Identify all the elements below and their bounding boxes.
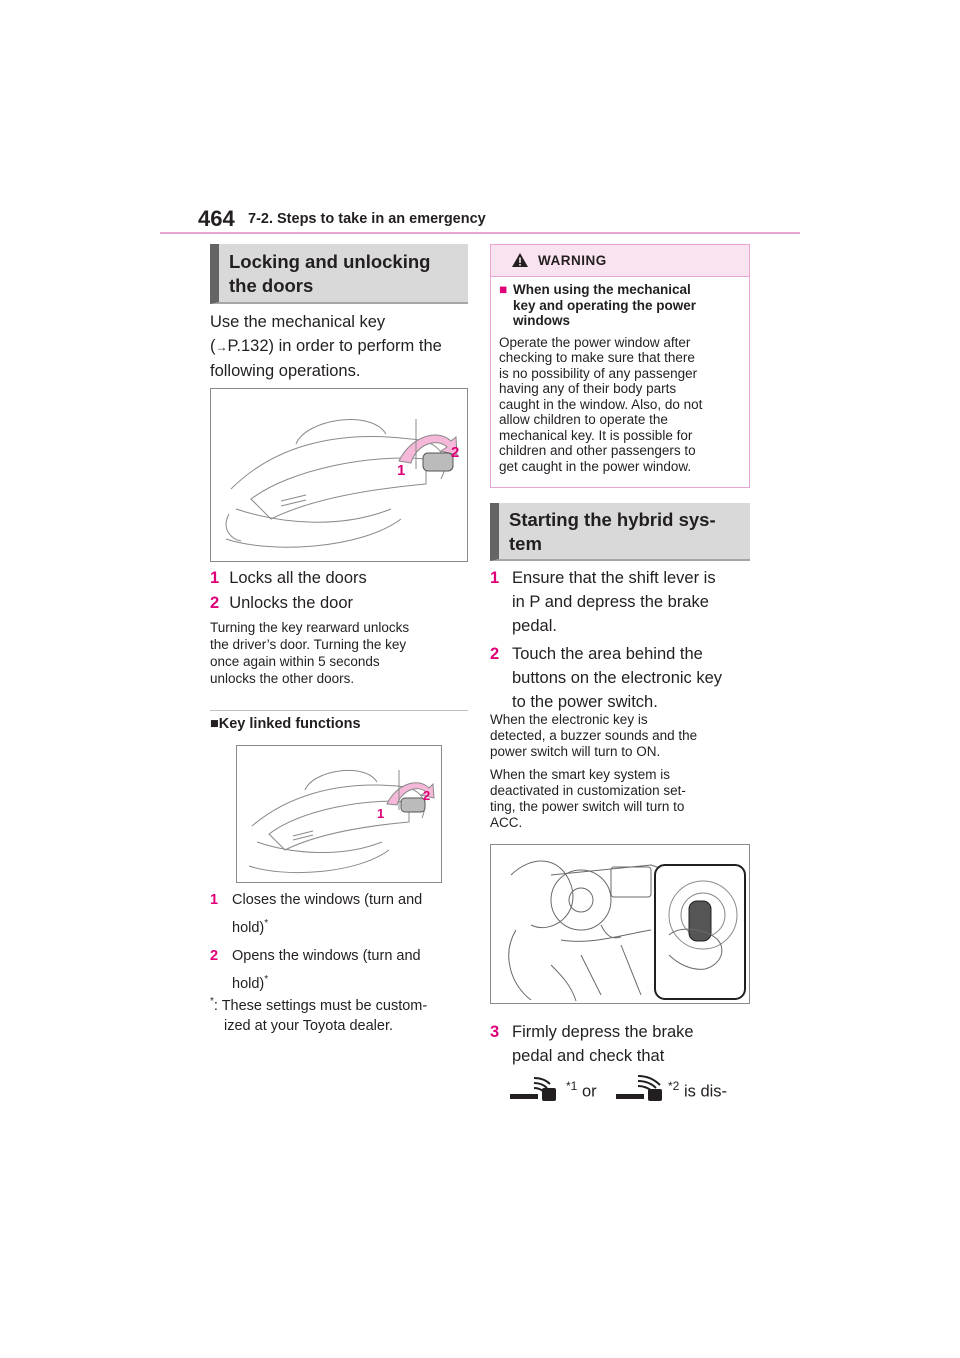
footnote-ref: *2: [668, 1079, 680, 1093]
warning-line: get caught in the power window.: [499, 458, 692, 474]
key-linked-figure: [236, 745, 442, 883]
function-text-tail: hold): [232, 975, 265, 992]
indicator-line: [508, 1074, 758, 1104]
note-line: When the electronic key is: [490, 712, 648, 727]
step-line: to the power switch.: [512, 693, 658, 711]
step-item: [490, 566, 752, 638]
function-step: [210, 944, 470, 996]
section-title-hybrid: [490, 503, 750, 561]
section-title-locking: [210, 244, 468, 304]
step-number: 1: [210, 569, 220, 587]
asterisk-mark: *: [210, 996, 214, 1007]
warning-subhead-line: key and operating the power: [513, 297, 697, 313]
step-number: 3: [490, 1023, 500, 1041]
indicator-text-1: [566, 1074, 597, 1104]
note-line: deactivated in customization set-: [490, 783, 686, 798]
footnote-line: [210, 992, 472, 1016]
step-number: 2: [210, 594, 220, 612]
section-title-line: tem: [509, 533, 542, 554]
page-link[interactable]: P.132) in order to perform the: [227, 337, 442, 355]
note-line: Turning the key rearward unlocks: [210, 620, 410, 635]
footnote-text: : These settings must be custom-: [213, 997, 428, 1014]
step-number: 1: [490, 569, 500, 587]
page-number: 464: [198, 206, 235, 231]
function-step: [210, 888, 470, 940]
hybrid-note-2: [490, 767, 752, 831]
intro-line: following operations.: [210, 362, 361, 380]
header-rule: [160, 232, 800, 234]
intro-paragraph: [210, 310, 470, 383]
square-bullet-icon: ■: [210, 716, 219, 732]
fig2-label-1: 1: [377, 806, 385, 821]
footnote-ref: *1: [566, 1079, 578, 1093]
door-handle-key-illustration-small: [237, 746, 441, 882]
step-line: pedal and check that: [512, 1047, 665, 1065]
step-text: Locks all the doors: [229, 569, 367, 587]
indicator-text-2: [668, 1074, 727, 1104]
section-title-line: Starting the hybrid sys-: [509, 509, 716, 530]
step-line: buttons on the electronic key: [512, 669, 723, 687]
warning-line: having any of their body parts: [499, 381, 677, 396]
warning-subhead-line: windows: [513, 313, 570, 328]
hybrid-steps: [490, 566, 752, 714]
warning-line: is no possibility of any passenger: [499, 365, 698, 381]
section-title-line: the doors: [229, 275, 314, 296]
function-text-tail: hold): [232, 919, 265, 936]
warning-line: allow children to operate the: [499, 412, 668, 427]
warning-content: [491, 277, 749, 474]
section-title-line: Locking and unlocking: [229, 251, 431, 272]
step-line: Ensure that the shift lever is: [512, 569, 716, 587]
warning-line: Operate the power window after: [499, 334, 691, 350]
indicator-tail: is dis-: [683, 1082, 728, 1101]
note-line: once again within 5 seconds: [210, 654, 380, 669]
note-line: When the smart key system is: [490, 767, 671, 782]
step-item: [210, 566, 470, 591]
asterisk-mark: *: [264, 973, 269, 985]
footnote: [210, 992, 472, 1036]
note-line: ACC.: [490, 815, 523, 830]
key-indicator-icon: [508, 1074, 560, 1102]
running-header: 7-2. Steps to take in an emergency: [248, 211, 486, 227]
function-text: [232, 912, 470, 940]
function-text: Closes the windows (turn and: [232, 892, 423, 908]
step-text: Unlocks the door: [229, 594, 354, 612]
step-item: [490, 642, 752, 714]
step-line: Touch the area behind the: [512, 645, 703, 663]
divider: [210, 710, 468, 711]
step-line: pedal.: [512, 617, 557, 635]
warning-box: [490, 244, 750, 488]
arrow-icon: →: [215, 340, 228, 354]
note-line: power switch will turn to ON.: [490, 744, 661, 759]
subhead-key-linked: [210, 716, 361, 732]
warning-triangle-icon: [511, 252, 529, 268]
footnote-line: ized at your Toyota dealer.: [224, 1017, 394, 1034]
function-steps: [210, 888, 470, 996]
warning-line: children and other passengers to: [499, 443, 696, 458]
or-text: or: [581, 1082, 597, 1101]
intro-line: (→P.132) in order to perform the: [210, 337, 442, 355]
step-number: 2: [490, 645, 500, 663]
note-line: the driver’s door. Turning the key: [210, 637, 407, 652]
door-handle-key-illustration: [211, 389, 467, 561]
power-switch-figure: [490, 844, 750, 1004]
fig1-label-1: 1: [397, 462, 406, 479]
subhead-text: Key linked functions: [218, 716, 361, 732]
warning-header: [491, 245, 749, 277]
warning-line: mechanical key. It is possible for: [499, 427, 693, 443]
warning-line: caught in the window. Also, do not: [499, 396, 703, 412]
step-item: [210, 591, 470, 616]
hybrid-step-3: [490, 1020, 752, 1068]
key-indicator-icon-alt: [614, 1074, 666, 1102]
warning-line: checking to make sure that there: [499, 350, 695, 365]
cockpit-key-illustration: [491, 845, 749, 1003]
step-number: 2: [210, 947, 219, 964]
note-line: detected, a buzzer sounds and the: [490, 728, 698, 743]
lock-note: [210, 619, 470, 687]
note-line: unlocks the other doors.: [210, 671, 355, 686]
asterisk-mark: *: [264, 918, 269, 929]
fig2-label-2: 2: [423, 788, 431, 803]
warning-body: [499, 335, 741, 475]
warning-subhead: [499, 282, 741, 329]
step-line: in P and depress the brake: [512, 593, 709, 611]
warning-title: WARNING: [538, 253, 607, 268]
lock-steps: [210, 566, 470, 616]
function-text: Opens the windows (turn and: [232, 947, 421, 964]
square-bullet-icon: ■: [499, 282, 508, 297]
step-line: Firmly depress the brake: [512, 1023, 694, 1041]
door-handle-figure: [210, 388, 468, 562]
intro-line: Use the mechanical key: [210, 313, 386, 331]
hybrid-note-1: [490, 712, 752, 760]
warning-subhead-line: When using the mechanical: [513, 282, 691, 297]
step-number: 1: [210, 892, 219, 908]
note-line: ting, the power switch will turn to: [490, 799, 685, 814]
fig1-label-2: 2: [451, 444, 460, 461]
